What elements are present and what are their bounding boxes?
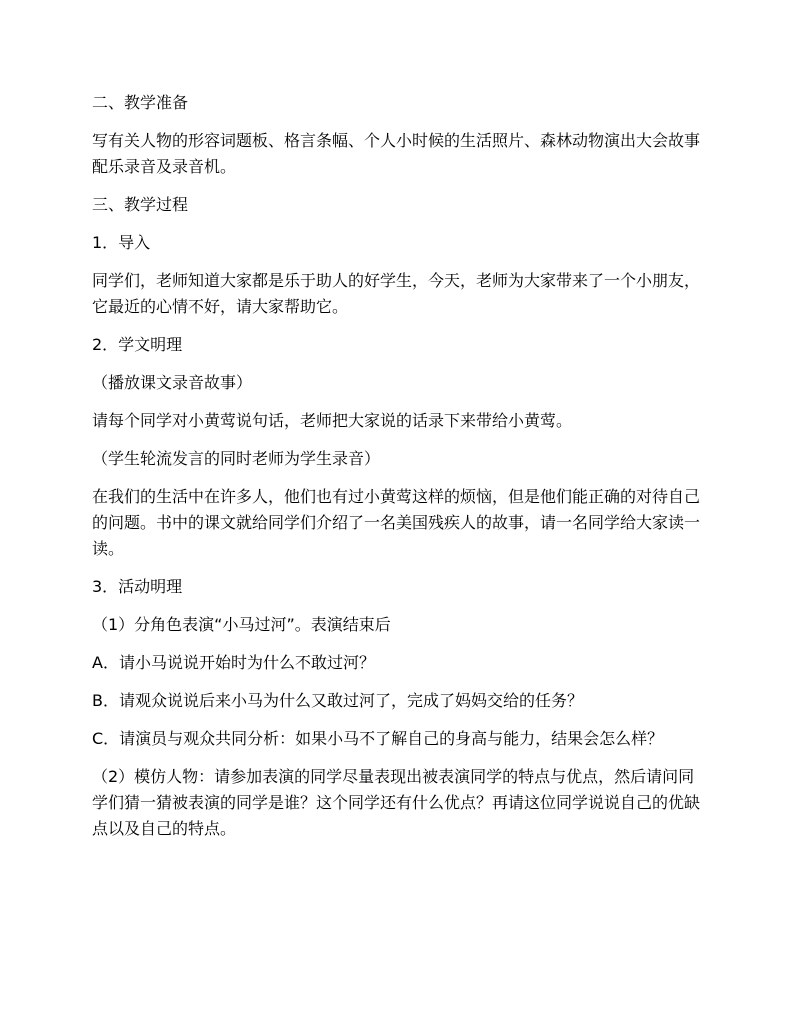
learn-text-paragraph-1: 请每个同学对小黄莺说句话，老师把大家说的话录下来带给小黄莺。 (92, 411, 573, 430)
introduction-text: 同学们，老师知道大家都是乐于助人的好学生，今天，老师为大家带来了一个小朋友，它最近的心情不好，请大家帮助它。 (92, 271, 701, 316)
teaching-preparation-text: 写有关人物的形容词题板、格言条幅、个人小时候的生活照片、森林动物演出大会故事配乐录音及录音机。 (92, 131, 701, 176)
activity-question-c: C．请演员与观众共同分析：如果小马不了解自己的身高与能力，结果会怎么样？ (92, 729, 664, 748)
activity-item-1: （1）分角色表演“小马过河”。表演结束后 (92, 615, 391, 634)
play-recording-note: （播放课文录音故事） (92, 373, 253, 392)
activity-item-2: （2）模仿人物：请参加表演的同学尽量表现出被表演同学的特点与优点，然后请问同学们猜一猜被表演的同学是谁？这个同学还有什么优点？再请这位同学说说自己的优缺点以及自己的特点。 (92, 767, 701, 838)
document-page (92, 90, 704, 854)
step-heading-activity: 3．活动明理 (92, 577, 183, 596)
recording-note: （学生轮流发言的同时老师为学生录音） (92, 449, 381, 468)
section-heading-teaching-process: 三、教学过程 (92, 195, 189, 214)
learn-text-paragraph-2: 在我们的生活中在许多人，他们也有过小黄莺这样的烦恼，但是他们能正确的对待自己的问题。书中的课文就给同学们介绍了一名美国残疾人的故事，请一名同学给大家读一读。 (92, 487, 701, 558)
activity-question-b: B．请观众说说后来小马为什么又敢过河了，完成了妈妈交给的任务？ (92, 691, 583, 710)
section-heading-teaching-preparation: 二、教学准备 (92, 93, 189, 112)
activity-question-a: A．请小马说说开始时为什么不敢过河？ (92, 653, 375, 672)
step-heading-introduction: 1．导入 (92, 233, 151, 252)
step-heading-learn-text: 2．学文明理 (92, 335, 183, 354)
